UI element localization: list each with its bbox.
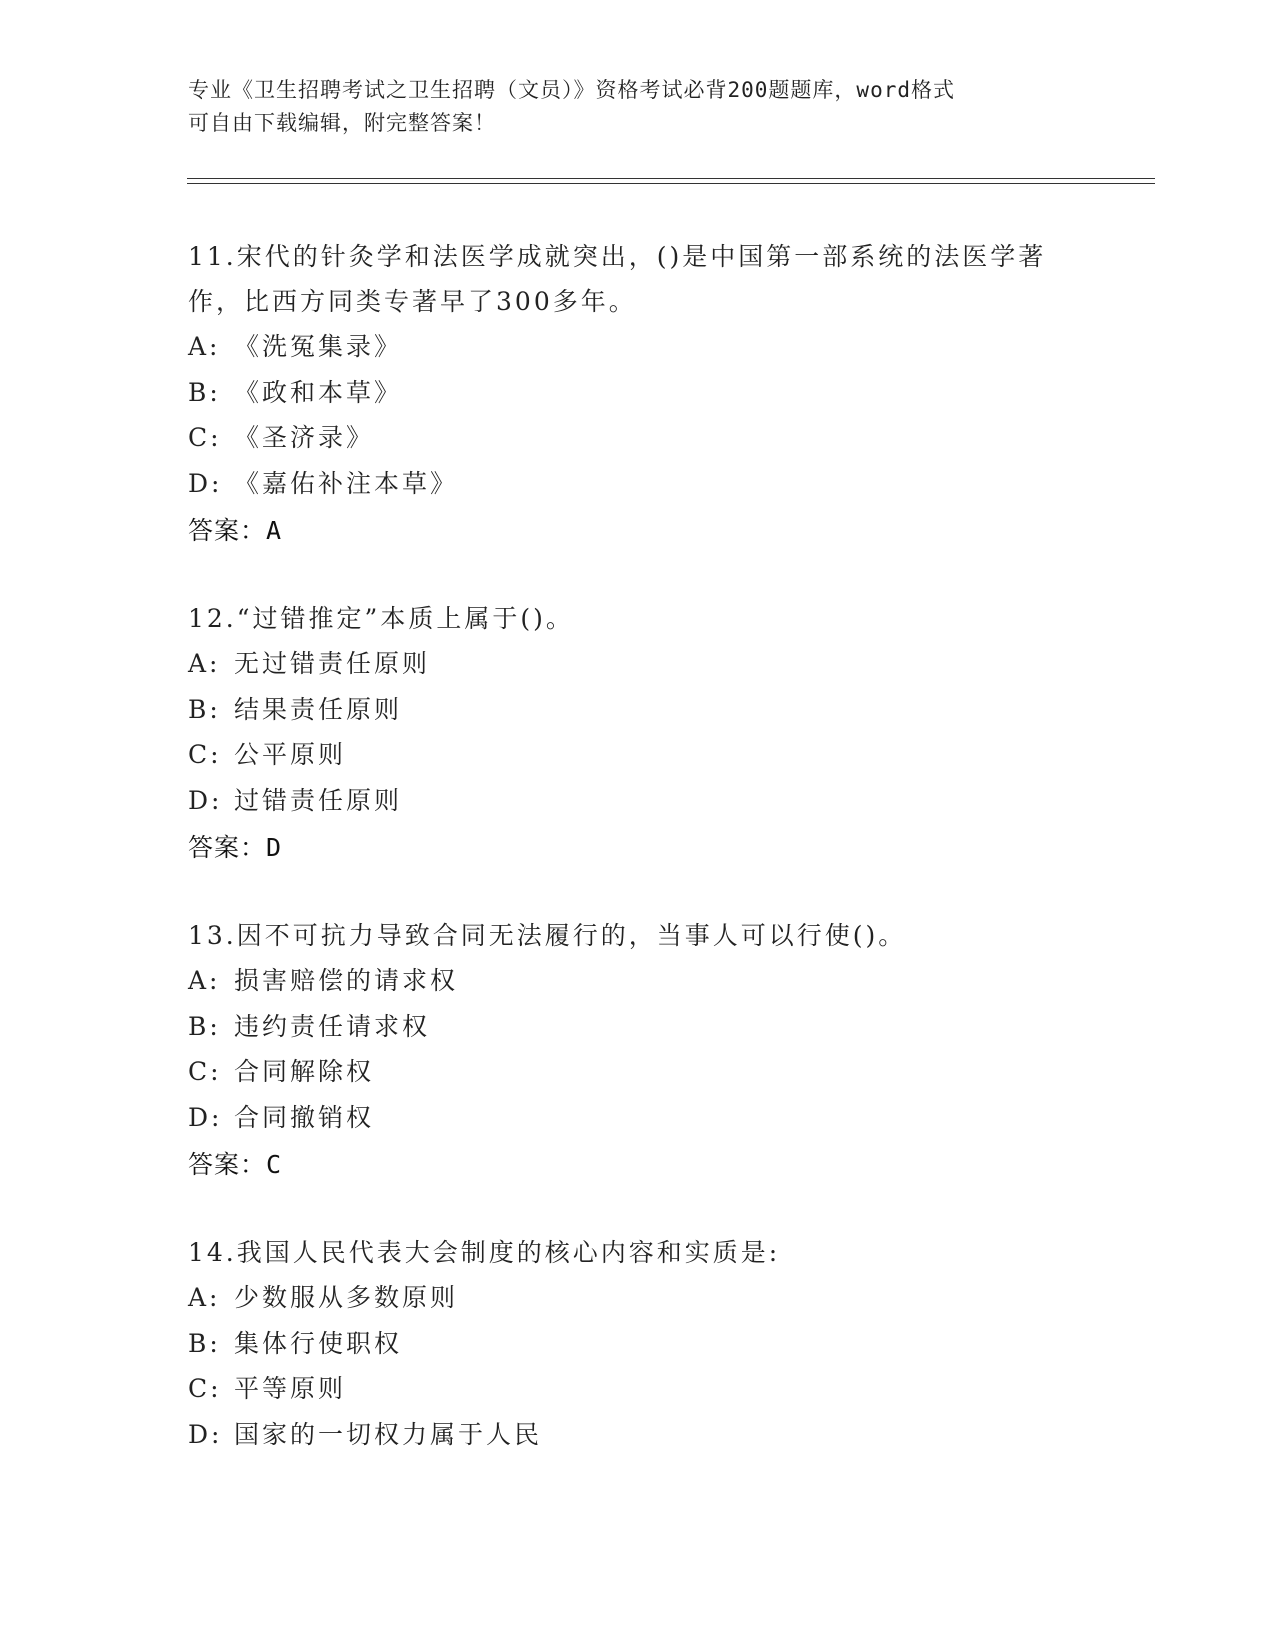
option-b [188, 1004, 1088, 1050]
option-text: 平等原则 [234, 1374, 347, 1403]
answer-value: A [266, 516, 283, 545]
option-text: 过错责任原则 [234, 785, 403, 815]
header-divider-top [187, 178, 1155, 179]
document-header [188, 74, 1068, 140]
option-key: A: [188, 966, 221, 995]
option-c [188, 415, 1088, 461]
answer-value: C [266, 1150, 283, 1179]
option-key: B: [188, 694, 221, 724]
option-key: B: [188, 377, 221, 407]
option-key: D: [188, 1419, 223, 1449]
option-key: C: [188, 423, 222, 452]
option-d [188, 1095, 1088, 1141]
answer-line [188, 508, 1088, 554]
option-text: 合同解除权 [234, 1057, 375, 1086]
answer-label: 答案： [188, 833, 267, 862]
option-text: 国家的一切权力属于人民 [234, 1419, 543, 1449]
option-d [188, 1412, 1088, 1458]
option-key: D: [188, 468, 223, 498]
question-11 [188, 234, 1088, 554]
header-divider-bottom [187, 183, 1155, 184]
option-text: 无过错责任原则 [234, 649, 431, 678]
option-c [188, 1366, 1088, 1412]
option-key: A: [188, 1283, 221, 1312]
question-text: 13.因不可抗力导致合同无法履行的，当事人可以行使()。 [188, 921, 907, 950]
option-b [188, 687, 1088, 733]
question-list [188, 234, 1088, 1499]
option-key: A: [188, 332, 221, 361]
option-text: 《圣济录》 [234, 423, 375, 452]
question-12 [188, 596, 1088, 871]
question-13 [188, 913, 1088, 1188]
question-text: 12.“过错推定”本质上属于()。 [188, 604, 574, 633]
option-text: 集体行使职权 [234, 1328, 403, 1358]
option-b [188, 370, 1088, 416]
header-line-2: 可自由下载编辑，附完整答案！ [188, 111, 496, 135]
answer-label: 答案： [188, 516, 267, 545]
option-c [188, 1049, 1088, 1095]
question-text: 14.我国人民代表大会制度的核心内容和实质是: [188, 1238, 781, 1267]
answer-line [188, 825, 1088, 871]
option-b [188, 1321, 1088, 1367]
option-key: D: [188, 1102, 223, 1132]
option-key: C: [188, 1374, 222, 1403]
option-text: 结果责任原则 [234, 694, 403, 724]
question-14 [188, 1230, 1088, 1457]
option-text: 公平原则 [234, 740, 347, 769]
option-d [188, 778, 1088, 824]
answer-value: D [266, 833, 283, 862]
option-key: B: [188, 1011, 221, 1041]
option-text: 《洗冤集录》 [234, 332, 403, 361]
option-key: A: [188, 649, 221, 678]
option-key: C: [188, 740, 222, 769]
option-key: C: [188, 1057, 222, 1086]
option-a [188, 324, 1088, 370]
option-key: D: [188, 785, 223, 815]
option-a [188, 958, 1088, 1004]
option-key: B: [188, 1328, 221, 1358]
option-text: 《政和本草》 [234, 377, 403, 407]
option-text: 合同撤销权 [234, 1102, 375, 1132]
header-line-1: 专业《卫生招聘考试之卫生招聘（文员）》资格考试必背200题题库，word格式 [188, 78, 955, 102]
option-text: 损害赔偿的请求权 [234, 966, 459, 995]
option-a [188, 1275, 1088, 1321]
option-a [188, 641, 1088, 687]
option-c [188, 732, 1088, 778]
answer-label: 答案： [188, 1150, 267, 1179]
option-text: 违约责任请求权 [234, 1011, 431, 1041]
option-d [188, 461, 1088, 507]
answer-line [188, 1142, 1088, 1188]
option-text: 《嘉佑补注本草》 [234, 468, 459, 498]
question-text: 11.宋代的针灸学和法医学成就突出，()是中国第一部系统的法医学著作，比西方同类专著早了300多年。 [188, 242, 1047, 316]
option-text: 少数服从多数原则 [234, 1283, 459, 1312]
